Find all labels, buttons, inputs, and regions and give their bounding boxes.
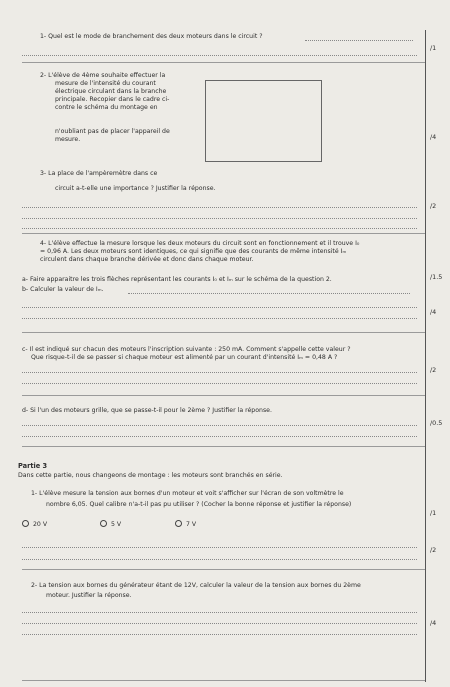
option-20v[interactable] <box>22 520 47 529</box>
score-q4d: /0.5 <box>430 419 443 427</box>
question-4c-line: Que risque-t-il de se passer si chaque moteur est alimenté par un courant d'intensité Iₘ = 0,48 A ? <box>31 354 338 361</box>
part-3-intro: Dans cette partie, nous changeons de montage : les moteurs sont branchés en série. <box>18 472 283 479</box>
answer-line[interactable] <box>22 372 417 373</box>
answer-line[interactable] <box>22 207 417 208</box>
question-2-line: 2- L'élève de 4ème souhaite effectuer la <box>40 72 166 79</box>
question-2-line: mesure de l'intensité du courant <box>55 80 156 87</box>
answer-line[interactable] <box>22 228 417 229</box>
section-separator <box>22 680 425 681</box>
schema-drawing-frame[interactable] <box>205 80 322 162</box>
question-4b-text: b- Calculer la valeur de Iₘ. <box>22 286 104 293</box>
part-3-title: Partie 3 <box>18 462 48 470</box>
score-column-divider <box>425 30 426 682</box>
section-separator <box>22 332 425 333</box>
score-p3-q1b: /2 <box>430 546 437 554</box>
score-p3-q1a: /1 <box>430 509 437 517</box>
score-q4b: /4 <box>430 308 437 316</box>
option-20v-label: 20 V <box>33 521 48 528</box>
part-3-q2-line: moteur. Justifier la réponse. <box>46 592 132 599</box>
answer-line[interactable] <box>22 383 417 384</box>
question-2-line: principale. Recopier dans le cadre ci- <box>55 96 170 103</box>
score-q1: /1 <box>430 44 437 52</box>
question-1-text: 1- Quel est le mode de branchement des deux moteurs dans le circuit ? <box>40 33 263 40</box>
score-q4a: /1.5 <box>430 273 443 281</box>
question-4a-text: a- Faire apparaitre les trois flèches représentant les courants I₀ et Iₘ sur le schéma de la question 2. <box>22 276 332 283</box>
question-4-line: circulent dans chaque branche dérivée et donc dans chaque moteur. <box>40 256 254 263</box>
answer-line[interactable] <box>22 436 417 437</box>
option-5v[interactable] <box>100 520 121 529</box>
question-4d-text: d- Si l'un des moteurs grille, que se passe-t-il pour le 2ème ? Justifier la réponse. <box>22 407 272 414</box>
answer-line[interactable] <box>22 218 417 219</box>
part-3-q1-line: nombre 6,05. Quel calibre n'a-t-il pas pu utiliser ? (Cocher la bonne réponse et justifier la réponse) <box>46 501 352 508</box>
score-q4c: /2 <box>430 366 437 374</box>
question-2-line: contre le schéma du montage en <box>55 104 158 111</box>
answer-line[interactable] <box>22 425 417 426</box>
answer-line[interactable] <box>22 623 417 624</box>
section-separator <box>22 233 425 234</box>
question-2-line: n'oubliant pas de placer l'appareil de <box>55 128 170 135</box>
answer-line[interactable] <box>22 612 417 613</box>
score-q3: /2 <box>430 202 437 210</box>
answer-line[interactable] <box>22 318 417 319</box>
answer-line[interactable] <box>22 307 417 308</box>
part-3-q2-line: 2- La tension aux bornes du générateur étant de 12V, calculer la valeur de la tension aux bornes du 2ème <box>31 582 361 589</box>
score-p3-q2: /4 <box>430 619 437 627</box>
question-3-line: circuit a-t-elle une importance ? Justifier la réponse. <box>55 185 216 192</box>
section-separator <box>22 395 425 396</box>
answer-line[interactable] <box>22 55 417 56</box>
question-4-line: = 0,96 A. Les deux moteurs sont identiques, ce qui signifie que des courants de même intensité Iₘ <box>40 248 347 255</box>
question-3-line: 3- La place de l'ampèremètre dans ce <box>40 170 158 177</box>
part-3-q1-line: 1- L'élève mesure la tension aux bornes d'un moteur et voit s'afficher sur l'écran de son voltmètre le <box>31 490 344 497</box>
answer-line[interactable] <box>22 634 417 635</box>
answer-line[interactable] <box>22 547 417 548</box>
answer-line[interactable] <box>305 40 413 41</box>
question-4-line: 4- L'élève effectue la mesure lorsque les deux moteurs du circuit sont en fonctionnement et il trouve I₀ <box>40 240 360 247</box>
radio-circle-icon[interactable] <box>175 520 182 527</box>
section-separator <box>22 446 425 447</box>
section-separator <box>22 62 425 63</box>
radio-circle-icon[interactable] <box>100 520 107 527</box>
option-5v-label: 5 V <box>111 521 122 528</box>
option-7v[interactable] <box>175 520 196 529</box>
question-4c-line: c- Il est indiqué sur chacun des moteurs l'inscription suivante : 250 mA. Comment s'appelle cette valeur ? <box>22 346 351 353</box>
option-7v-label: 7 V <box>186 521 197 528</box>
question-2-line: électrique circulant dans la branche <box>55 88 167 95</box>
answer-line[interactable] <box>128 293 410 294</box>
radio-circle-icon[interactable] <box>22 520 29 527</box>
section-separator <box>22 569 425 570</box>
score-q2: /4 <box>430 133 437 141</box>
question-2-line: mesure. <box>55 136 81 143</box>
answer-line[interactable] <box>22 559 417 560</box>
